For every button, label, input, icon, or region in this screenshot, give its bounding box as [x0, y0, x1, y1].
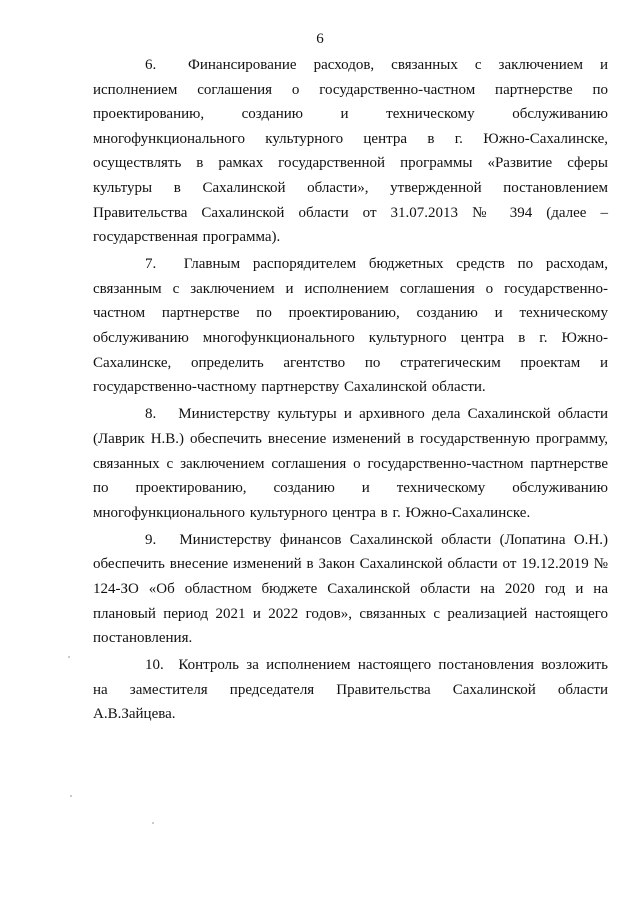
paragraph-text: Финансирование расходов, связанных с заключением и исполнением соглашения о государственно-частном партнерстве по проектированию, созданию и техническому обслуживанию многофункционального культурного центра в г. Южно-Сахалинске, осуществлять в рамках государственной программы «Развитие сферы культуры в Сахалинской области», утвержденной постановлением Правительства Сахалинской области от 31.07.2013 № 394 (далее – государственная программа). — [93, 57, 608, 246]
paragraph-number: 10. — [145, 657, 164, 674]
paragraph-text: Министерству культуры и архивного дела Сахалинской области (Лаврик Н.В.) обеспечить внесение изменений в государственную программу, связанных с заключением соглашения о государственно-частном партнерстве по проектированию, созданию и техническому обслуживанию многофункционального культурного центра в г. Южно-Сахалинске. — [93, 406, 608, 521]
page-number: 6 — [316, 31, 324, 47]
paragraph-7 — [93, 252, 608, 400]
paragraph-number: 6. — [145, 57, 157, 73]
paragraph-9 — [93, 528, 608, 651]
paragraph-text: Министерству финансов Сахалинской области (Лопатина О.Н.) обеспечить внесение изменений в Закон Сахалинской области от 19.12.2019 № 124-ЗО «Об областном бюджете Сахалинской области на 2020 год и на плановый период 2021 и 2022 годов», связанных с реализацией настоящего постановления. — [93, 531, 608, 647]
document-body — [93, 53, 608, 727]
paragraph-number: 7. — [145, 256, 157, 273]
paragraph-number: 8. — [145, 406, 157, 423]
paragraph-text: Главным распорядителем бюджетных средств по расходам, связанным с заключением и исполнением соглашения о государственно-частном партнерстве по проектированию, созданию и техническому обслуживанию многофункционального культурного центра в г. Южно-Сахалинске, определить агентство по стратегическим проектам и государственно-частному партнерству Сахалинской области. — [93, 256, 609, 396]
paragraph-number: 9. — [145, 531, 157, 548]
scan-speck — [70, 795, 72, 797]
paragraph-10 — [93, 653, 608, 727]
scan-speck — [152, 822, 154, 824]
paragraph-6 — [93, 53, 608, 250]
paragraph-8 — [93, 402, 608, 525]
paragraph-text: Контроль за исполнением настоящего постановления возложить на заместителя председателя Правительства Сахалинской области А.В.Зайцева. — [93, 657, 609, 723]
scan-speck — [68, 656, 70, 658]
